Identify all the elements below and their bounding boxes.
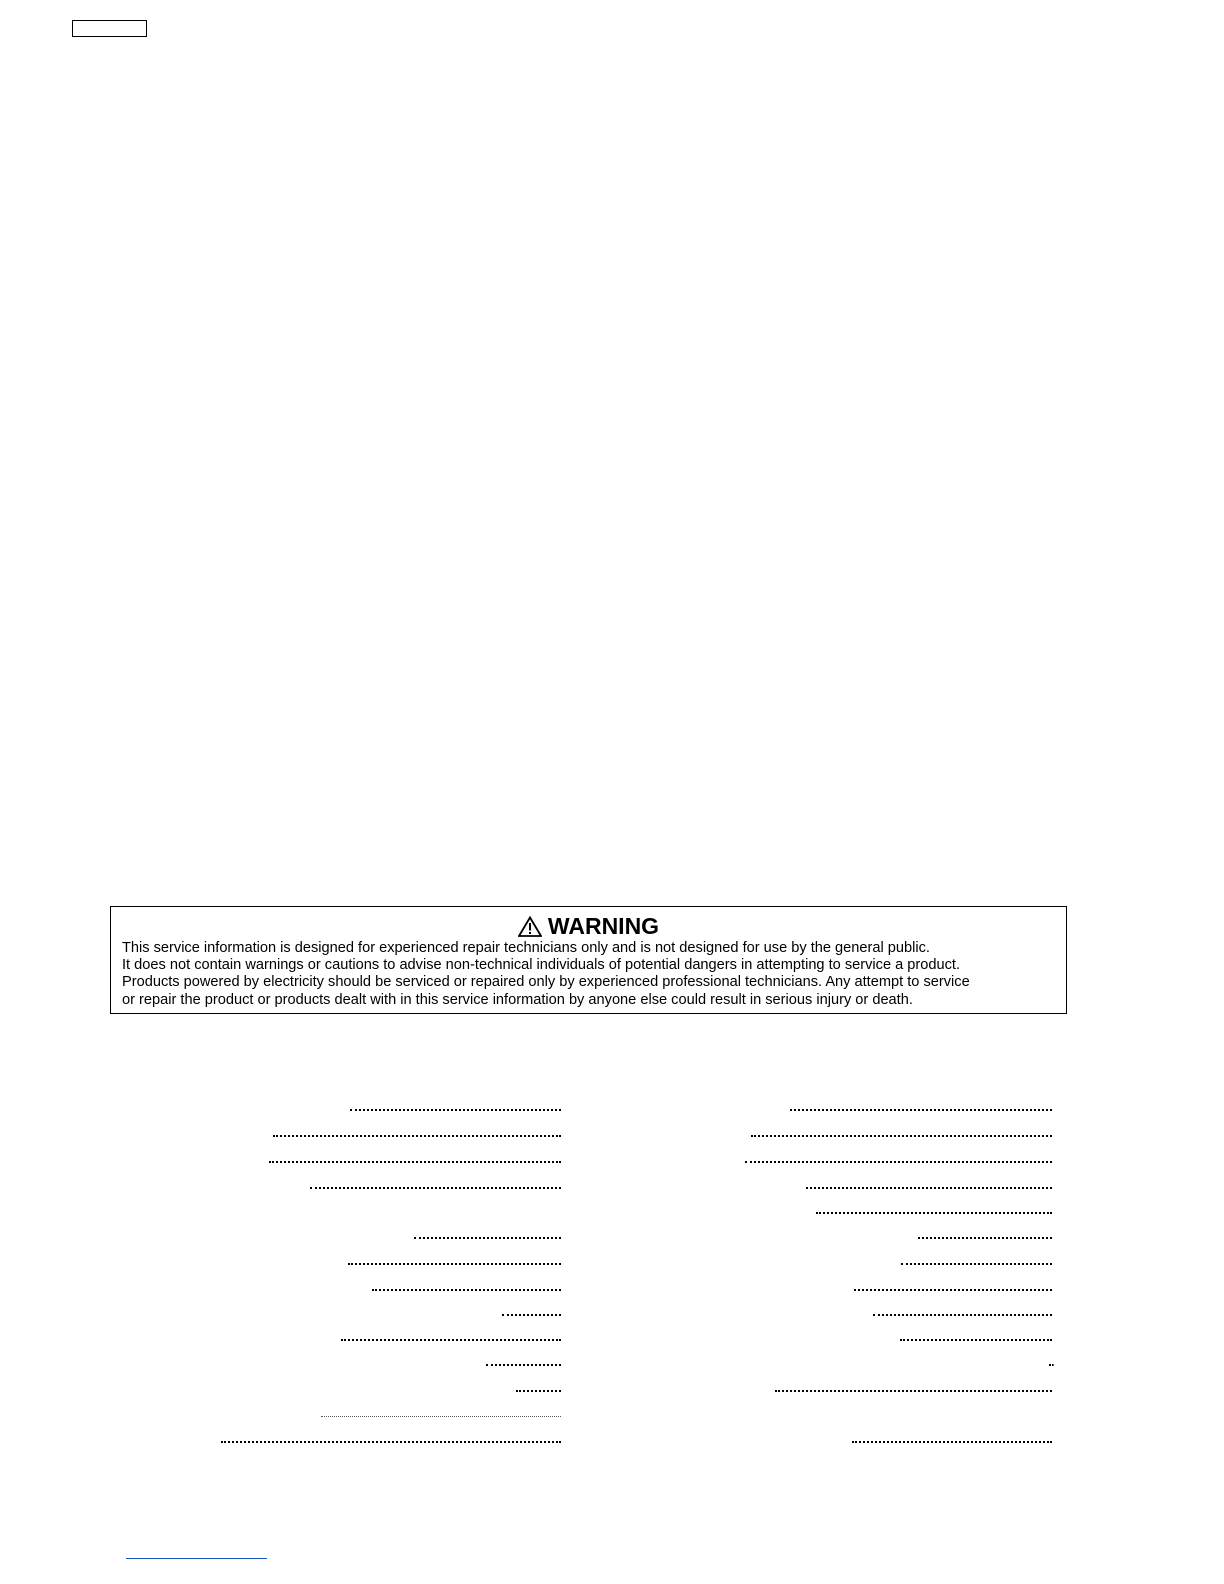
toc-leader-dots (745, 1161, 1052, 1163)
toc-leader-dots (221, 1441, 561, 1443)
footer-link-underline[interactable] (126, 1558, 267, 1559)
toc-leader-dots (901, 1263, 1052, 1265)
toc-leader-dots (502, 1314, 561, 1316)
model-code-box (72, 20, 147, 37)
toc-leader-dots (1049, 1364, 1054, 1366)
warning-line: This service information is designed for experienced repair technicians only and is not designed for use by the general public. (122, 940, 930, 956)
toc-leader-dots (852, 1441, 1052, 1443)
toc-leader-dots (516, 1390, 561, 1392)
warning-triangle-icon (518, 916, 542, 937)
toc-leader-dots (775, 1390, 1052, 1392)
toc-leader-dots (348, 1263, 561, 1265)
toc-leader-dots (806, 1187, 1052, 1189)
toc-leader-dots (341, 1339, 561, 1341)
toc-leader-dots (372, 1289, 561, 1291)
warning-line: It does not contain warnings or cautions to advise non-technical individuals of potential dangers in attempting to service a product. (122, 957, 961, 974)
toc-leader-dots (310, 1187, 561, 1189)
warning-title: WARNING (547, 913, 660, 939)
toc-leader-dots (486, 1364, 561, 1366)
warning-heading (111, 913, 1066, 939)
toc-leader-dots (273, 1135, 561, 1137)
toc-leader-dots (321, 1416, 561, 1417)
toc-leader-dots (790, 1109, 1052, 1111)
toc-leader-dots (414, 1237, 561, 1239)
toc-leader-dots (873, 1314, 1052, 1316)
toc-leader-dots (816, 1212, 1052, 1214)
toc-leader-dots (900, 1339, 1052, 1341)
warning-line: Products powered by electricity should be serviced or repaired only by experienced professional technicians. Any attempt to service (122, 974, 970, 991)
toc-leader-dots (854, 1289, 1052, 1291)
warning-text (122, 940, 1058, 1009)
warning-line: or repair the product or products dealt with in this service information by anyone else could result in serious injury or death. (122, 991, 913, 1008)
toc-leader-dots (918, 1237, 1052, 1239)
toc-leader-dots (269, 1161, 561, 1163)
toc-leader-dots (350, 1109, 561, 1111)
warning-box (110, 906, 1067, 1014)
toc-leader-dots (751, 1135, 1052, 1137)
